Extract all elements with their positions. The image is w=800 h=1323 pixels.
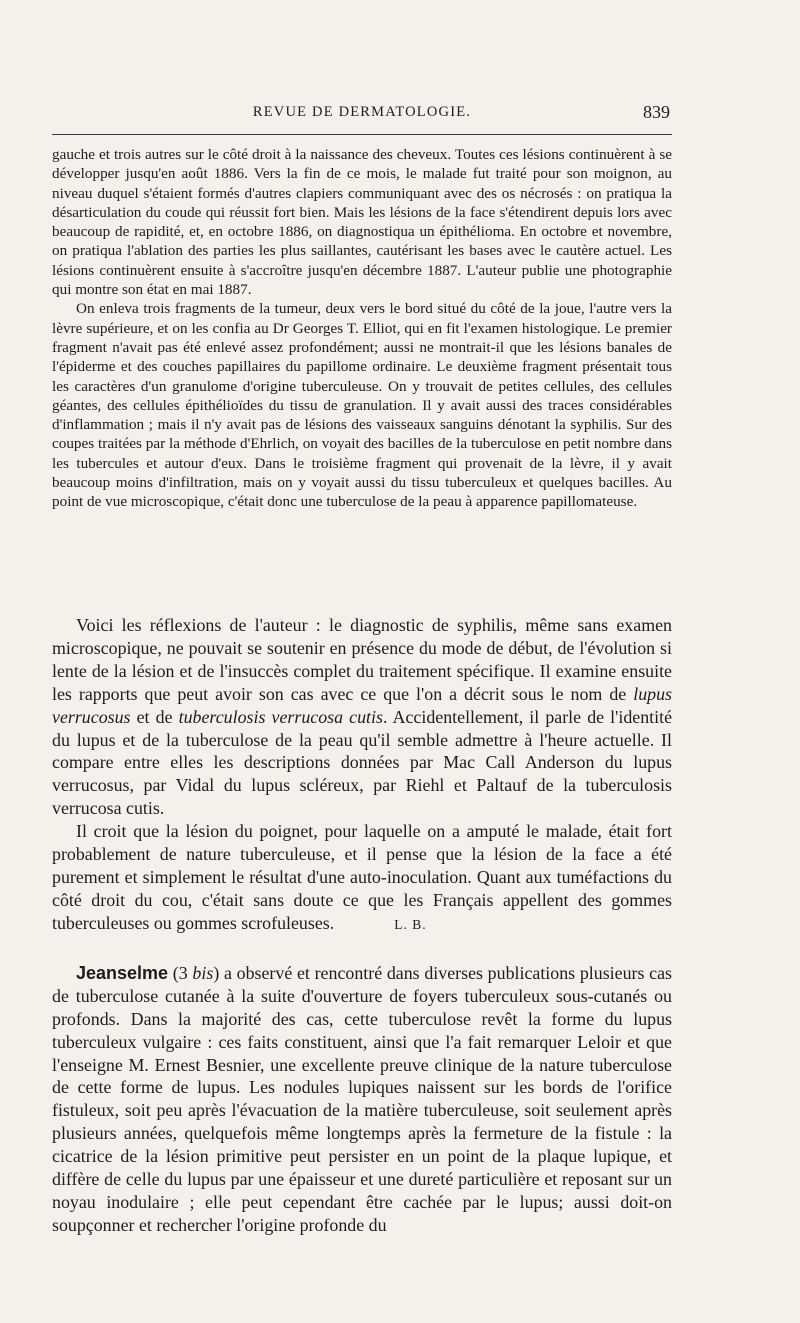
page-number: 839 <box>643 102 670 122</box>
term-tuberculosis-verrucosa-cutis: tuberculosis verrucosa cutis <box>178 706 383 727</box>
conclusion-text: Il croit que la lésion du poignet, pour laquelle on a amputé le malade, était fort probablement de nature tuberculeuse, et il pense que la lésion de la face a été purement et simplement le résultat d'une auto-inoculation. Quant aux tuméfactions du côté droit du cou, c'était sans doute ce que les Français appellent des gommes tuberculeuses ou gommes scrofuleuses. <box>52 821 672 933</box>
author-commentary <box>52 614 672 937</box>
jeanselme-paragraph <box>52 962 672 1237</box>
reference-open: (3 <box>172 962 193 983</box>
commentary-text-3: . Accidentellement, il parle de l'identité du lupus et de la tuberculose de la peau qu'il semble admettre à l'heure actuelle. Il compare entre elles les descriptions données par Mac Call Anderson du lupus verrucosus, par Vidal du lupus scléreux, par Riehl et Paltauf de la tuberculosis verrucosa cutis. <box>52 706 673 819</box>
case-paragraph-continued: gauche et trois autres sur le côté droit à la naissance des cheveux. Toutes ces lésions continuèrent à se développer jusqu'en août 1886. Vers la fin de ce mois, le malade fut traité pour son moignon, au niveau duquel s'étaient formés d'autres clapiers communiquant avec des os nécrosés : on pratiqua la désarticulation du coude qui réussit fort bien. Mais les lésions de la face s'étendirent depuis lors avec beaucoup de rapidité, et, en octobre 1886, on diagnostiqua un épithélioma. En octobre et novembre, on pratiqua l'ablation des parties les plus saillantes, cautérisant les bases avec le cautère actuel. Les lésions continuèrent ensuite à s'accroître jusqu'en décembre 1887. L'auteur publie une photographie qui montre son état en mai 1887. <box>52 146 672 299</box>
jeanselme-text: a observé et rencontré dans diverses publications plusieurs cas de tuberculose cutanée à la suite d'ouverture de foyers tuberculeux sous-cutanés ou profonds. Dans la majorité des cas, cette tuberculose revêt la forme du lupus tuberculeux vulgaire : ces faits constituent, ainsi que l'a fait remarquer Leloir et que l'enseigne M. Ernest Besnier, une excellente preuve clinique de la nature tuberculose de cette forme de lupus. Les nodules lupiques naissent sur les bords de l'orifice fistuleux, soit peu après l'évacuation de la matière tuberculeuse, soit seulement après plusieurs années, quelquefois même longtemps après la fermeture de la fistule : la cicatrice de la lésion primitive peut persister en un point de la plaque lupique, et diffère de celle du lupus par une épaisseur et une dureté particulière et reposant sur un noyau inodulaire ; elle peut cependant être cachée par le lupus; aussi doit-on soupçonner et rechercher l'origine profonde du <box>52 962 672 1235</box>
jeanselme-section <box>52 944 672 1255</box>
header-rule <box>52 134 672 135</box>
commentary-text-2: et de <box>130 706 179 727</box>
author-name: Jeanselme <box>76 962 169 983</box>
commentary-text-1: Voici les réflexions de l'auteur : le diagnostic de syphilis, même sans examen microscopique, ne pouvait se soutenir en présence du mode de début, de l'évolution si lente de la lésion et de l'insuccès complet du traitement spécifique. Il examine ensuite les rapports que peut avoir son cas avec ce que l'on a décrit sous le nom de <box>52 615 672 704</box>
term-lupus-verrucosus: lupus verrucosus <box>52 683 672 727</box>
reference-close: ) <box>213 962 220 983</box>
histology-paragraph: On enleva trois fragments de la tumeur, deux vers le bord situé du côté de la joue, l'autre vers la lèvre supérieure, et on les confia au Dr Georges T. Elliot, qui en fit l'examen histologique. Le premier fragment n'avait pas été enlevé assez profondément; aussi ne montrait-il que les lésions banales de l'épiderme et des couches papillaires du papillome ordinaire. Le deuxième fragment présentait tous les caractères d'un granulome d'origine tuberculeuse. On y trouvait de petites cellules, des cellules géantes, des cellules épithélioïdes du tissu de granulation. Il y avait aussi des traces considérables d'inflammation ; mais il n'y avait pas de lésions des vaisseaux sanguins dénotant la syphilis. Sur des coupes traitées par la méthode d'Ehrlich, on voyait des bacilles de la tuberculose en petit nombre dans les tubercules et autour d'eux. Dans le troisième fragment qui provenait de la lèvre, il y avait beaucoup moins d'infiltration, mais on y voyait aussi du tissu tuberculeux et quelques bacilles. Au point de vue microscopique, c'était donc une tuberculose de la peau à apparence papillomateuse. <box>52 300 672 511</box>
case-report-text <box>52 145 672 512</box>
reference-bis: bis <box>192 962 214 983</box>
conclusion-paragraph <box>52 820 672 937</box>
running-head <box>52 102 672 126</box>
running-title: REVUE DE DERMATOLOGIE. <box>252 104 472 120</box>
reviewer-signature: L. B. <box>394 916 427 932</box>
commentary-paragraph <box>52 614 672 820</box>
